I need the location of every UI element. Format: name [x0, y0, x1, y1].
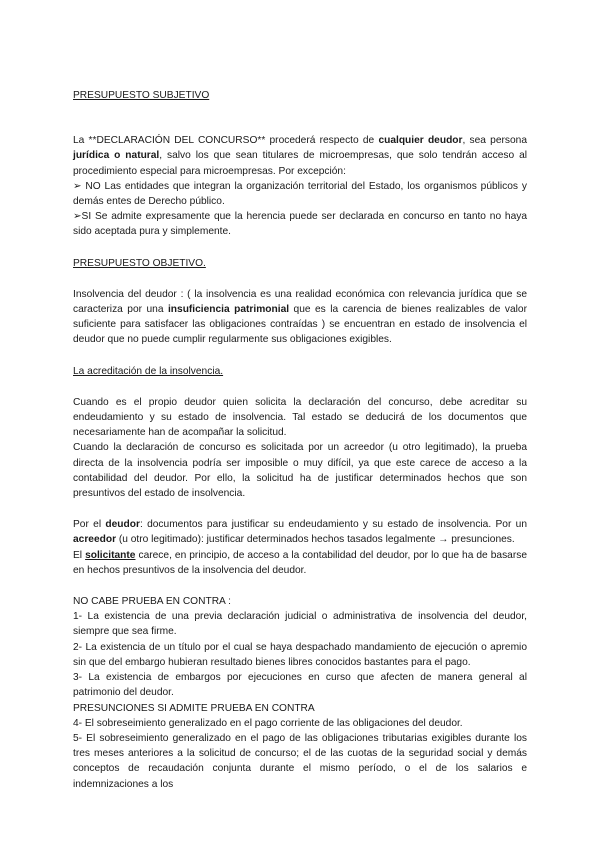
section-title-no-cabe-prueba: NO CABE PRUEBA EN CONTRA :	[73, 596, 231, 608]
text-run: NO Las entidades que integran la organización territorial del Estado, los organismos públicos y demás entes de Derecho público.	[73, 180, 527, 208]
paragraph-insolvencia	[73, 287, 527, 348]
list-item-si	[73, 209, 527, 239]
list-item: 5- El sobreseimiento generalizado en el pago de las obligaciones tributarias exigibles durante los tres meses anteriores a la solicitud de concurso; el de las cuotas de la seguridad social y demás conceptos de recaudación conjunta durante el mismo período, o el de los salarios e indemnizaciones a los	[73, 732, 527, 790]
list-item: 3- La existencia de embargos por ejecuciones en curso que afecten de manera general al patrimonio del deudor.	[73, 672, 527, 699]
text-run: La **DECLARACIÓN DEL CONCURSO** procederá respecto de	[73, 135, 379, 147]
bold-text: cualquier deudor	[378, 135, 463, 147]
text-run: , salvo los que sean titulares de microempresas, que solo tendrán acceso al procedimiento especial para microempresas. Por excepción:	[73, 150, 527, 177]
text-run: , sea persona	[462, 135, 527, 147]
text-run: El	[73, 549, 86, 561]
list-item: 1- La existencia de una previa declaración judicial o administrativa de insolvencia del deudor, siempre que sea firme.	[73, 611, 527, 638]
section-presupuesto-objetivo	[73, 256, 527, 348]
text-run: : documentos para justificar su endeudamiento y su estado de insolvencia. Por un	[139, 519, 527, 531]
arrow-bullet-icon: ➢	[73, 211, 82, 223]
paragraph-solicitante	[73, 548, 527, 578]
text-run: SI Se admite expresamente que la herencia puede ser declarada en concurso en tanto no haya sido aceptada pura y simplemente.	[73, 211, 527, 238]
bold-text: deudor	[105, 519, 140, 531]
section-presupuesto-subjetivo	[73, 88, 527, 240]
paragraph-por-deudor	[73, 517, 527, 547]
section-title-subjetivo: PRESUPUESTO SUBJETIVO	[73, 90, 210, 101]
paragraph-declaracion	[73, 133, 527, 179]
paragraph-deudor-solicita: Cuando es el propio deudor quien solicita la declaración del concurso, debe acreditar su endeudamiento y su estado de insolvencia. Tal estado se deducirá de los documentos que necesariamente han de acompañar la solicitud.	[73, 396, 527, 439]
text-run: carece, en principio, de acceso a la contabilidad del deudor, por lo que ha de basarse en hechos presuntivos de la insolvencia del deudor.	[73, 549, 527, 576]
section-title-admite-prueba: PRESUNCIONES SI ADMITE PRUEBA EN CONTRA	[73, 702, 315, 714]
list-item-no	[73, 179, 527, 209]
section-title-objetivo: PRESUPUESTO OBJETIVO.	[73, 257, 206, 269]
section-acreditacion	[73, 364, 527, 502]
section-justificacion	[73, 517, 527, 578]
section-title-acreditacion: La acreditación de la insolvencia.	[73, 365, 224, 377]
bold-text: acreedor	[73, 534, 117, 546]
paragraph-acreedor-solicita: Cuando la declaración de concurso es solicitada por un acreedor (u otro legitimado), la prueba directa de la insolvencia podría ser imposible o muy difícil, ya que este carece de acceso a la contabilidad del deudor. Por ello, la solicitud ha de justificar determinados hechos que son presuntivos del estado de insolvencia.	[73, 442, 527, 500]
text-run: Por el	[73, 519, 106, 531]
bold-text: solicitante	[85, 549, 136, 561]
section-presunciones	[73, 594, 527, 792]
list-item: 2- La existencia de un título por el cual se haya despachado mandamiento de ejecución o apremio sin que del embargo hubieran resultado bienes libres conocidos bastantes para el pago.	[73, 641, 527, 668]
list-item: 4- El sobreseimiento generalizado en el pago corriente de las obligaciones del deudor.	[73, 717, 463, 729]
bold-text: insuficiencia patrimonial	[167, 304, 290, 316]
text-run: que es la carencia de bienes realizables de valor suficiente para satisfacer las obligaciones contraídas ) se encuentran en estado de insolvencia el deudor que no puede cumplir regularmente sus obligaciones exigibles.	[73, 304, 527, 346]
arrow-bullet-icon: ➢	[73, 180, 82, 192]
bold-text: jurídica o natural	[73, 150, 160, 162]
text-run: (u otro legitimado): justificar determinados hechos tasados legalmente → presunciones.	[116, 534, 515, 546]
text-run: Insolvencia del deudor : ( la insolvencia es una realidad económica con relevancia jurídica que se caracteriza por una	[73, 288, 527, 316]
